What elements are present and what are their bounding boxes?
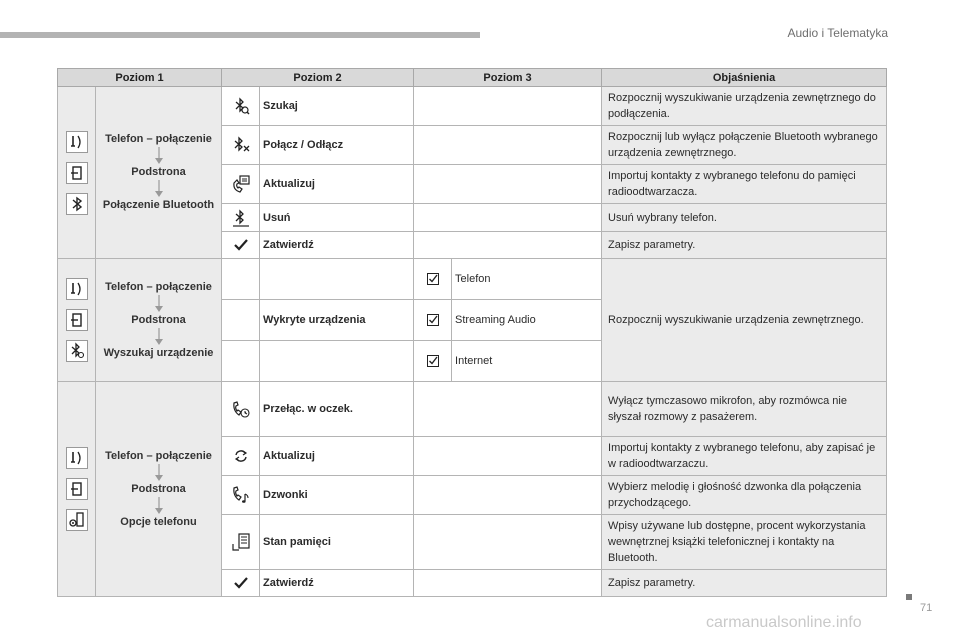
row-icon-cell (222, 437, 260, 476)
submenu-icon (66, 162, 88, 184)
level3-empty (414, 87, 602, 126)
page-number: 71 (920, 602, 933, 614)
row-icon-cell (222, 570, 260, 597)
watermark: carmanualsonline.info (706, 614, 862, 631)
level2-label: Stan pamięci (260, 515, 414, 570)
level1-menu: Telefon – połączenie (105, 133, 212, 145)
description-cell: Rozpocznij wyszukiwanie urządzenia zewnętrznego do podłączenia. (602, 87, 887, 126)
arrow-down-icon (153, 147, 165, 165)
row-icon-cell (222, 300, 260, 341)
level3-icon-cell (414, 300, 452, 341)
level2-label: Szukaj (260, 87, 414, 126)
memory-status-icon (231, 532, 251, 552)
level3-label: Telefon (452, 259, 602, 300)
arrow-down-icon (153, 497, 165, 515)
level1-submenu: Podstrona (131, 482, 186, 495)
description-cell: Wyłącz tymczasowo mikrofon, aby rozmówca nie słyszał rozmowy z pasażerem. (602, 382, 887, 437)
submenu-icon (66, 478, 88, 500)
level2-label: Zatwierdź (260, 232, 414, 259)
level2-empty (260, 259, 414, 300)
description-cell: Zapisz parametry. (602, 570, 887, 597)
table-header-row (58, 69, 887, 87)
level2-label: Zatwierdź (260, 570, 414, 597)
level1-option: Wyszukaj urządzenie (103, 346, 214, 359)
row-icon-cell (222, 341, 260, 382)
level3-icon-cell (414, 341, 452, 382)
level1-path (96, 382, 222, 597)
col-header-level3: Poziom 3 (414, 69, 602, 87)
level3-icon-cell (414, 259, 452, 300)
row-icon-cell (222, 126, 260, 165)
checkmark-icon (231, 235, 251, 255)
table-row (58, 382, 887, 437)
level2-label: Połącz / Odłącz (260, 126, 414, 165)
refresh-icon (231, 446, 251, 466)
col-header-level1: Poziom 1 (58, 69, 222, 87)
level3-empty (414, 204, 602, 232)
level1-option: Opcje telefonu (120, 515, 197, 528)
description-cell: Wybierz melodię i głośność dzwonka dla połączenia przychodzącego. (602, 476, 887, 515)
description-cell: Usuń wybrany telefon. (602, 204, 887, 232)
description-cell: Importuj kontakty z wybranego telefonu do pamięci radioodtwarzacza. (602, 165, 887, 204)
header-rule (0, 32, 480, 38)
col-header-description: Objaśnienia (602, 69, 887, 87)
bluetooth-icon (66, 193, 88, 215)
level3-empty (414, 570, 602, 597)
level3-empty (414, 476, 602, 515)
checkbox-checked-icon (427, 273, 439, 285)
level2-label: Dzwonki (260, 476, 414, 515)
description-cell: Rozpocznij lub wyłącz połączenie Bluetooth wybranego urządzenia zewnętrznego. (602, 126, 887, 165)
bluetooth-search-icon (66, 340, 88, 362)
level1-submenu: Podstrona (131, 166, 186, 178)
row-icon-cell (222, 232, 260, 259)
level3-empty (414, 382, 602, 437)
page-marker (906, 594, 912, 600)
contacts-update-icon (231, 174, 251, 194)
level1-submenu: Podstrona (131, 313, 186, 326)
phone-hold-icon (231, 399, 251, 419)
description-cell: Importuj kontakty z wybranego telefonu, aby zapisać je w radioodtwarzaczu. (602, 437, 887, 476)
level2-label: Aktualizuj (260, 165, 414, 204)
level3-empty (414, 126, 602, 165)
level3-label: Internet (452, 341, 602, 382)
row-icon-cell (222, 515, 260, 570)
phone-options-icon (66, 509, 88, 531)
checkmark-icon (231, 573, 251, 593)
level3-empty (414, 165, 602, 204)
bluetooth-delete-icon (231, 208, 251, 228)
arrow-down-icon (153, 180, 165, 198)
level3-empty (414, 515, 602, 570)
menu-table (57, 68, 887, 597)
row-icon-cell (222, 259, 260, 300)
table-row (58, 87, 887, 126)
row-icon-cell (222, 476, 260, 515)
description-cell: Zapisz parametry. (602, 232, 887, 259)
description-cell: Wpisy używane lub dostępne, procent wykorzystania wewnętrznej książki telefonicznej i kontakty na Bluetooth. (602, 515, 887, 570)
arrow-down-icon (153, 328, 165, 346)
phone-menu-icon (66, 278, 88, 300)
submenu-icon (66, 309, 88, 331)
level1-path (96, 259, 222, 382)
level2-label: Usuń (260, 204, 414, 232)
bluetooth-disconnect-icon (231, 135, 251, 155)
phone-menu-icon (66, 447, 88, 469)
ringtone-icon (231, 485, 251, 505)
level2-empty (260, 341, 414, 382)
level1-icon-column (58, 87, 96, 259)
level2-label: Przełąc. w oczek. (260, 382, 414, 437)
level3-label: Streaming Audio (452, 300, 602, 341)
row-icon-cell (222, 165, 260, 204)
section-title: Audio i Telematyka (787, 26, 888, 40)
level2-label: Aktualizuj (260, 437, 414, 476)
level1-icon-column (58, 259, 96, 382)
level3-empty (414, 232, 602, 259)
row-icon-cell (222, 382, 260, 437)
level1-icon-column (58, 382, 96, 597)
checkbox-checked-icon (427, 314, 439, 326)
col-header-level2: Poziom 2 (222, 69, 414, 87)
arrow-down-icon (153, 295, 165, 313)
level2-label: Wykryte urządzenia (260, 300, 414, 341)
level1-option: Połączenie Bluetooth (102, 199, 215, 211)
checkbox-checked-icon (427, 355, 439, 367)
level1-path (96, 87, 222, 259)
row-icon-cell (222, 204, 260, 232)
bluetooth-search-icon (231, 96, 251, 116)
level1-menu: Telefon – połączenie (105, 449, 212, 462)
level3-empty (414, 437, 602, 476)
level1-menu: Telefon – połączenie (105, 280, 212, 293)
arrow-down-icon (153, 464, 165, 482)
row-icon-cell (222, 87, 260, 126)
description-cell: Rozpocznij wyszukiwanie urządzenia zewnętrznego. (602, 259, 887, 382)
table-row (58, 259, 887, 300)
phone-menu-icon (66, 131, 88, 153)
